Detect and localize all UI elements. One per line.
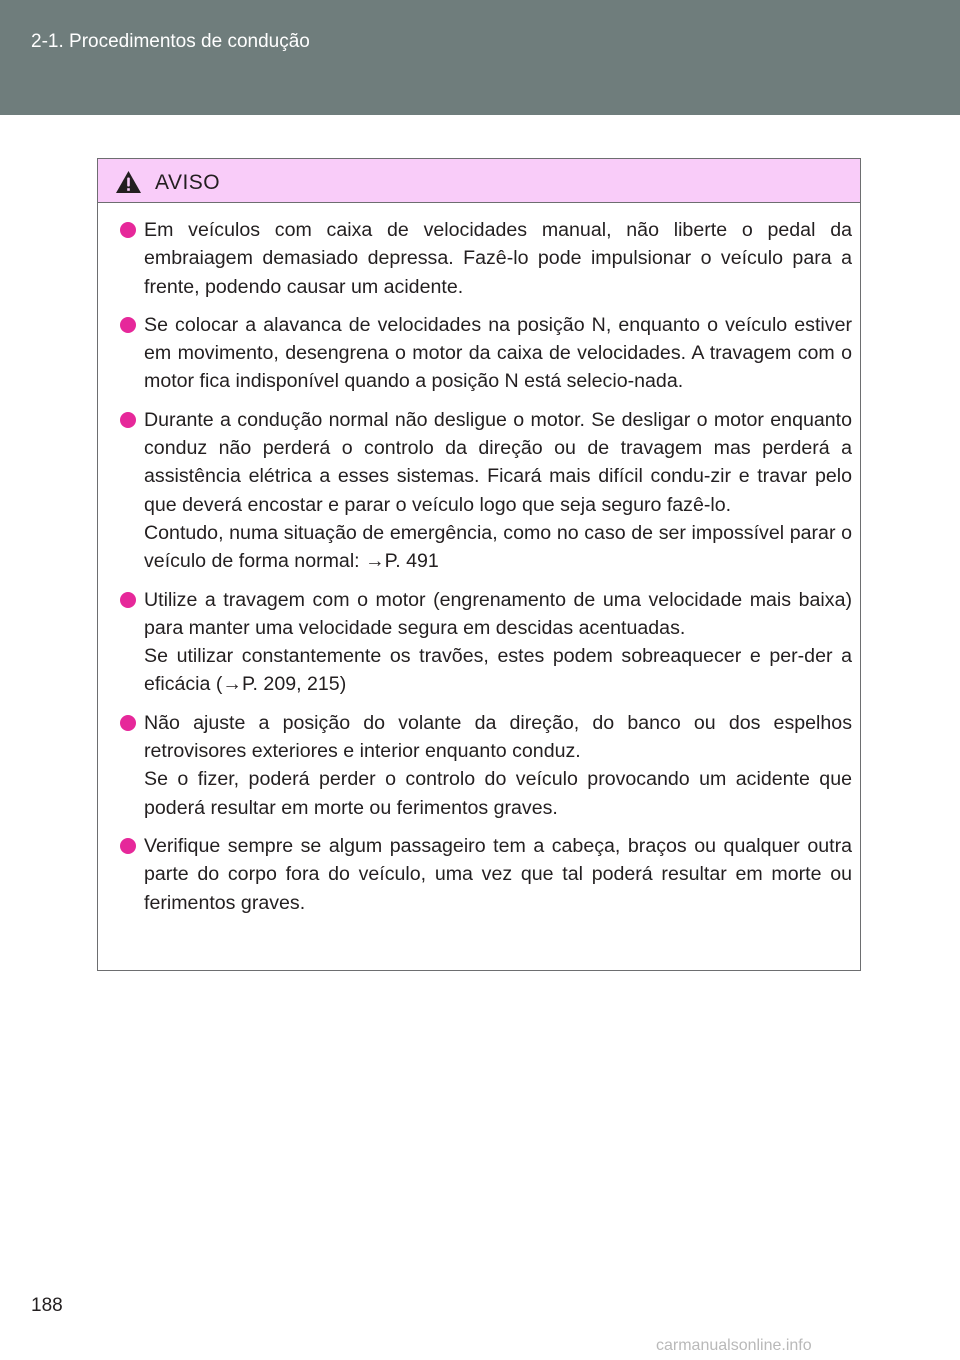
watermark: carmanualsonline.info bbox=[656, 1337, 812, 1354]
bullet-icon bbox=[120, 838, 136, 854]
item-text: Se colocar a alavanca de velocidades na posição N, enquanto o veículo estiver em movimento, desengrena o motor da caixa de velocidades. A travagem com o motor fica indisponível quando a posição N está selecio-nada. bbox=[144, 313, 852, 393]
item-text: Durante a condução normal não desligue o motor. Se desligar o motor enquanto conduz não perderá o controlo da direção ou de travagem mas perderá a assistência elétrica a esses sistemas. Ficará mais difícil condu-zir e travar pelo que deverá encostar e parar o veículo logo que seja seguro fazê-lo. bbox=[144, 408, 852, 516]
item-text: Contudo, numa situação de emergência, como no caso de ser impossível parar o veículo de forma normal: →P. 491 bbox=[144, 521, 852, 573]
section-title: 2-1. Procedimentos de condução bbox=[31, 31, 310, 52]
item-text: Utilize a travagem com o motor (engrenamento de uma velocidade mais baixa) para manter uma velocidade segura em descidas acentuadas. bbox=[144, 588, 852, 639]
bullet-icon bbox=[120, 592, 136, 608]
warning-triangle-icon bbox=[115, 170, 142, 194]
warning-item bbox=[114, 311, 852, 396]
page-header bbox=[0, 0, 960, 115]
item-text: Se o fizer, poderá perder o controlo do veículo provocando um acidente que poderá resultar em morte ou ferimentos graves. bbox=[144, 768, 852, 819]
bullet-icon bbox=[120, 715, 136, 731]
page-number: 188 bbox=[31, 1295, 63, 1316]
warning-label: AVISO bbox=[155, 171, 221, 194]
item-text: Em veículos com caixa de velocidades manual, não liberte o pedal da embraiagem demasiado depressa. Fazê-lo pode impulsionar o veículo para a frente, podendo causar um acidente. bbox=[144, 219, 852, 298]
warning-item bbox=[114, 216, 852, 301]
warning-item bbox=[114, 586, 852, 699]
bullet-icon bbox=[120, 317, 136, 333]
bullet-icon bbox=[120, 412, 136, 428]
item-text: Verifique sempre se algum passageiro tem a cabeça, braços ou qualquer outra parte do corpo fora do veículo, uma vez que tal poderá resultar em morte ou ferimentos graves. bbox=[144, 834, 852, 914]
item-text: Se utilizar constantemente os travões, estes podem sobreaquecer e per-der a eficácia (→P. 209, 215) bbox=[144, 645, 852, 696]
warning-items bbox=[98, 203, 860, 917]
warning-box bbox=[97, 158, 861, 971]
warning-item bbox=[114, 709, 852, 822]
warning-item bbox=[114, 832, 852, 917]
item-text: Não ajuste a posição do volante da direção, do banco ou dos espelhos retrovisores exteriores e interior enquanto conduz. bbox=[144, 711, 852, 763]
warning-item bbox=[114, 406, 852, 576]
warning-header bbox=[98, 159, 860, 203]
bullet-icon bbox=[120, 222, 136, 238]
